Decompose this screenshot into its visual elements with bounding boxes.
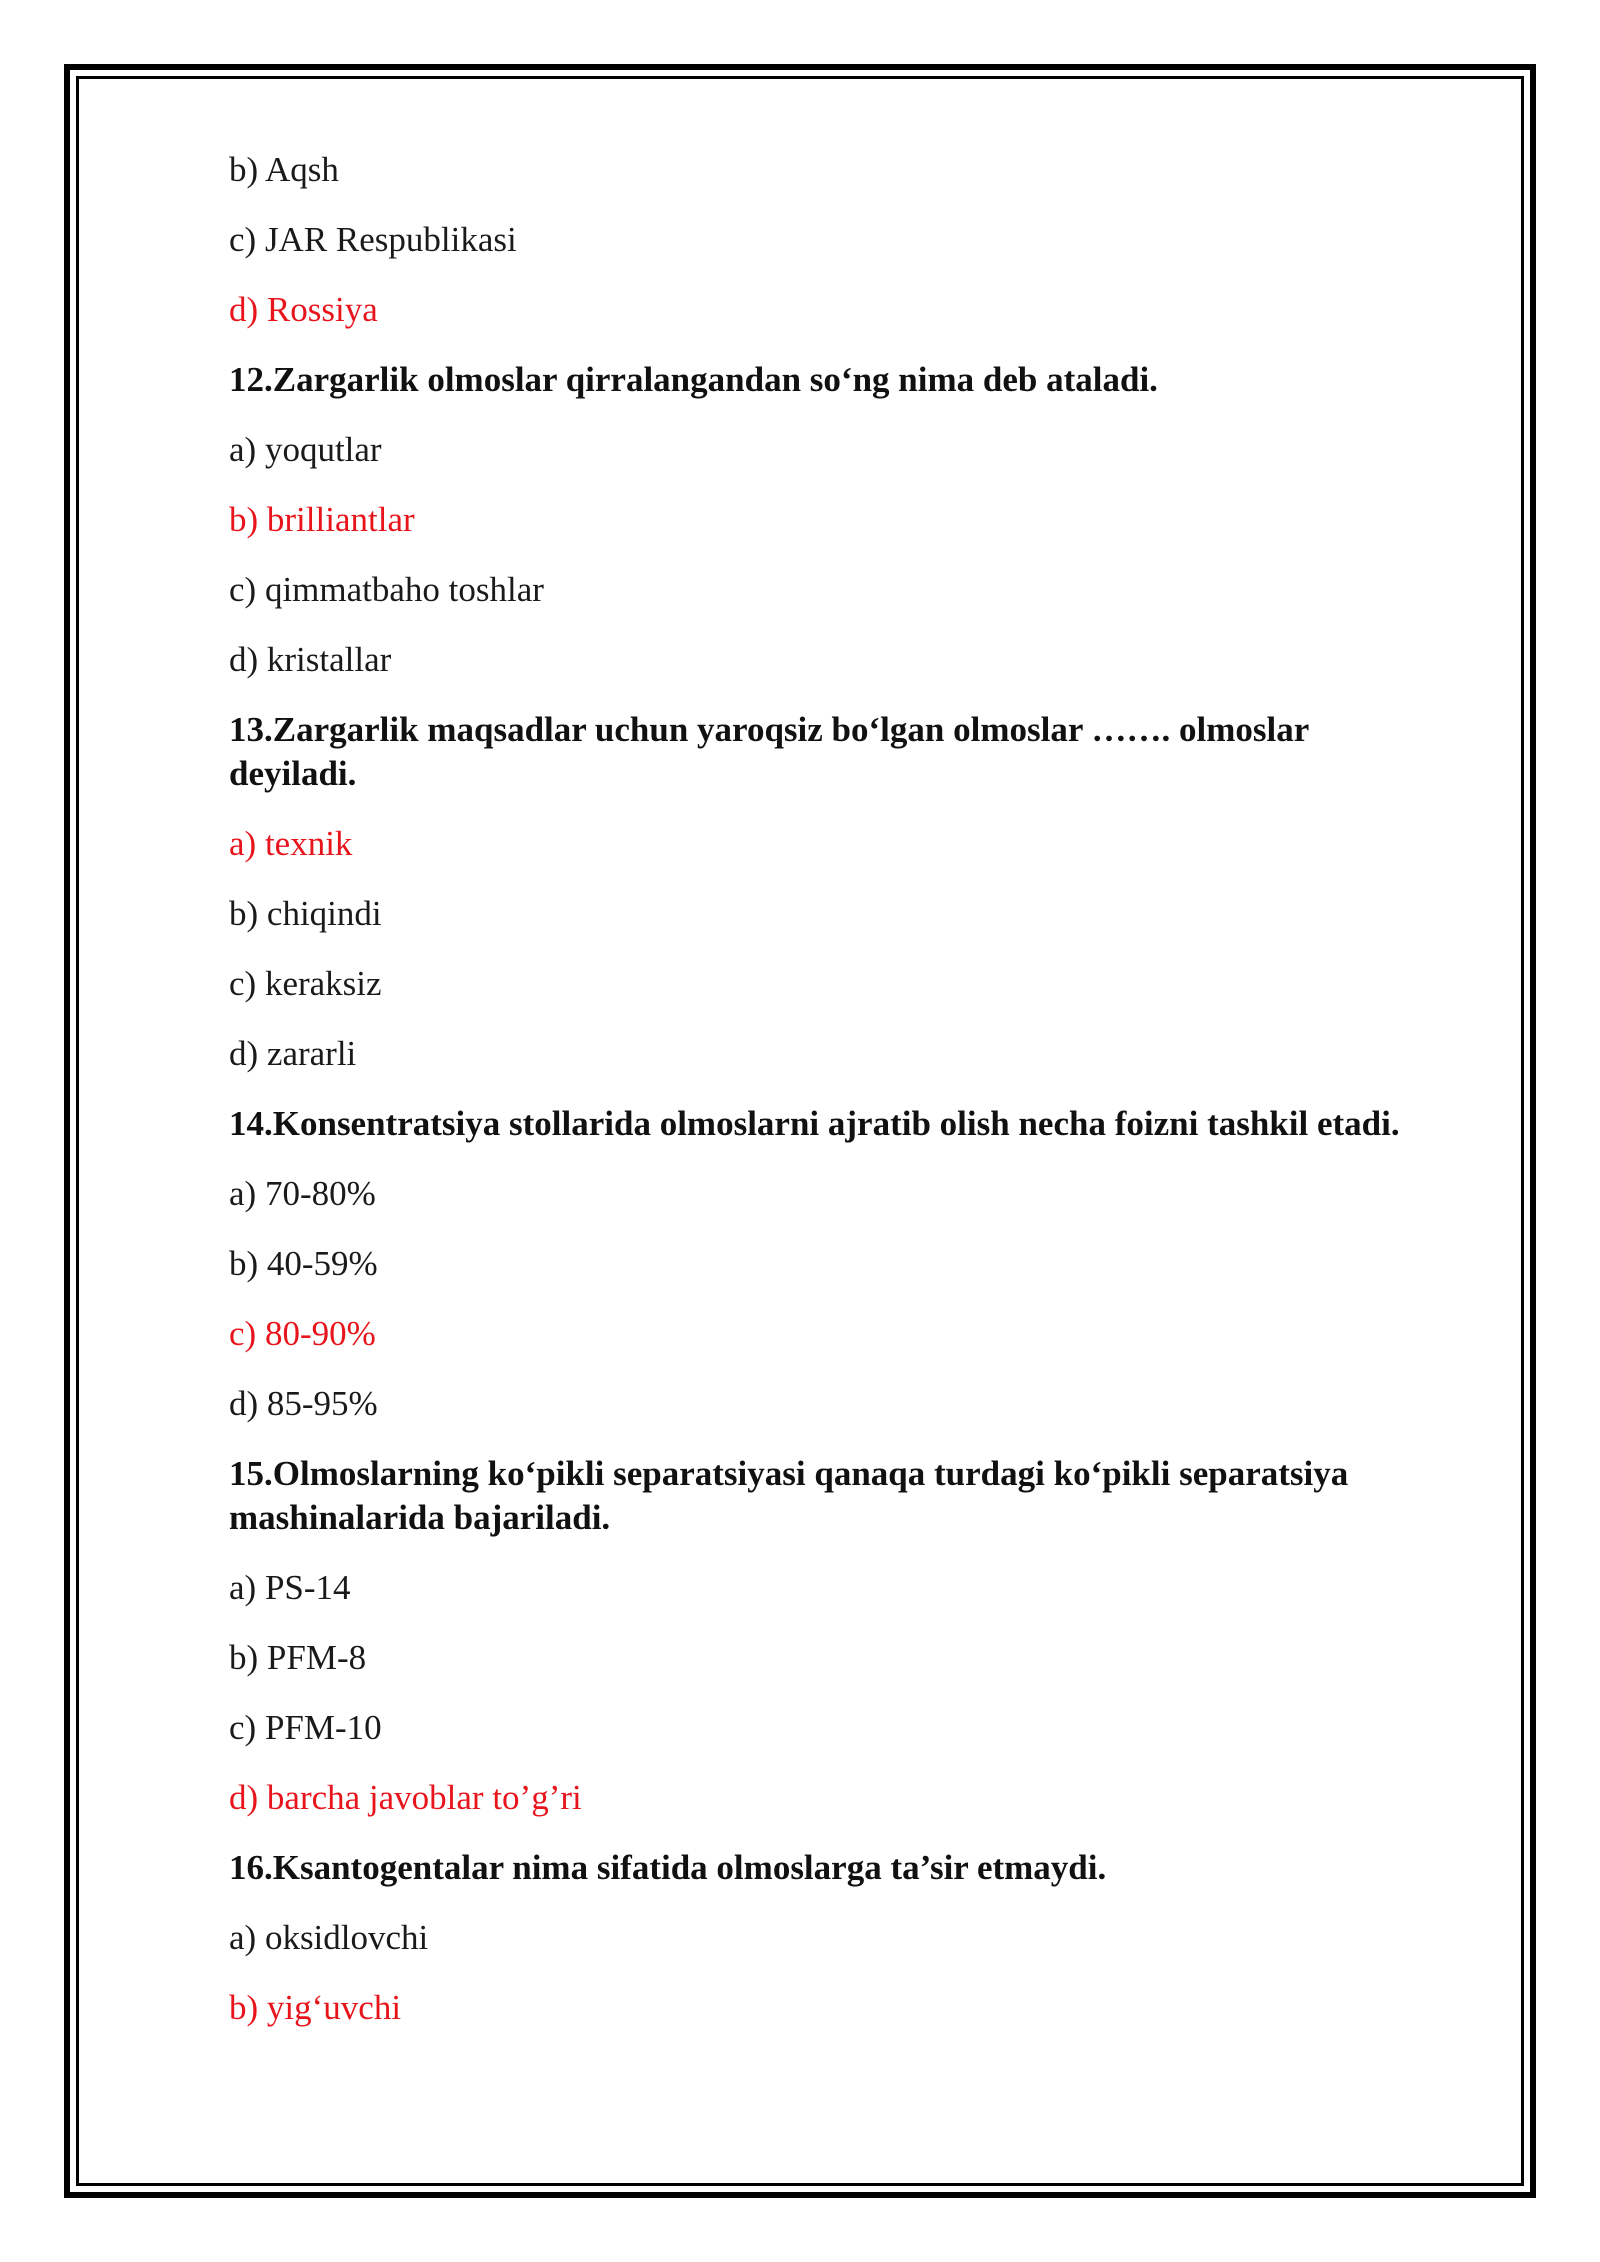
correct-answer-option: b) yig‘uvchi [229, 1988, 402, 2027]
correct-answer-option: a) texnik [229, 824, 353, 863]
answer-option: a) 70-80% [229, 1174, 376, 1213]
answer-option: c) qimmatbaho toshlar [229, 570, 544, 609]
answer-option: b) PFM-8 [229, 1638, 367, 1677]
question-13: 13.Zargarlik maqsadlar uchun yaroqsiz bo‘lgan olmoslar ……. olmoslar deyiladi. [229, 710, 1309, 793]
question-14: 14.Konsentratsiya stollarida olmoslarni ajratib olish necha foizni tashkil etadi. [229, 1104, 1400, 1143]
answer-option: a) PS-14 [229, 1568, 351, 1607]
answer-option: b) Aqsh [229, 150, 339, 189]
answer-option: c) PFM-10 [229, 1708, 382, 1747]
question-16: 16.Ksantogentalar nima sifatida olmoslarga ta’sir etmaydi. [229, 1848, 1107, 1887]
question-15: 15.Olmoslarning ko‘pikli separatsiyasi qanaqa turdagi ko‘pikli separatsiya mashinalarida bajariladi. [229, 1454, 1349, 1537]
correct-answer-option: c) 80-90% [229, 1314, 376, 1353]
answer-option: a) oksidlovchi [229, 1918, 429, 1957]
answer-option: b) 40-59% [229, 1244, 378, 1283]
answer-option: d) zararli [229, 1034, 357, 1073]
answer-option: a) yoqutlar [229, 430, 382, 469]
question-12: 12.Zargarlik olmoslar qirralangandan so‘ng nima deb ataladi. [229, 360, 1158, 399]
correct-answer-option: d) Rossiya [229, 290, 378, 329]
correct-answer-option: b) brilliantlar [229, 500, 415, 539]
answer-option: c) keraksiz [229, 964, 382, 1003]
answer-option: d) 85-95% [229, 1384, 378, 1423]
quiz-content [229, 148, 1439, 2056]
answer-option: d) kristallar [229, 640, 392, 679]
answer-option: c) JAR Respublikasi [229, 220, 517, 259]
answer-option: b) chiqindi [229, 894, 382, 933]
correct-answer-option: d) barcha javoblar to’g’ri [229, 1778, 582, 1817]
